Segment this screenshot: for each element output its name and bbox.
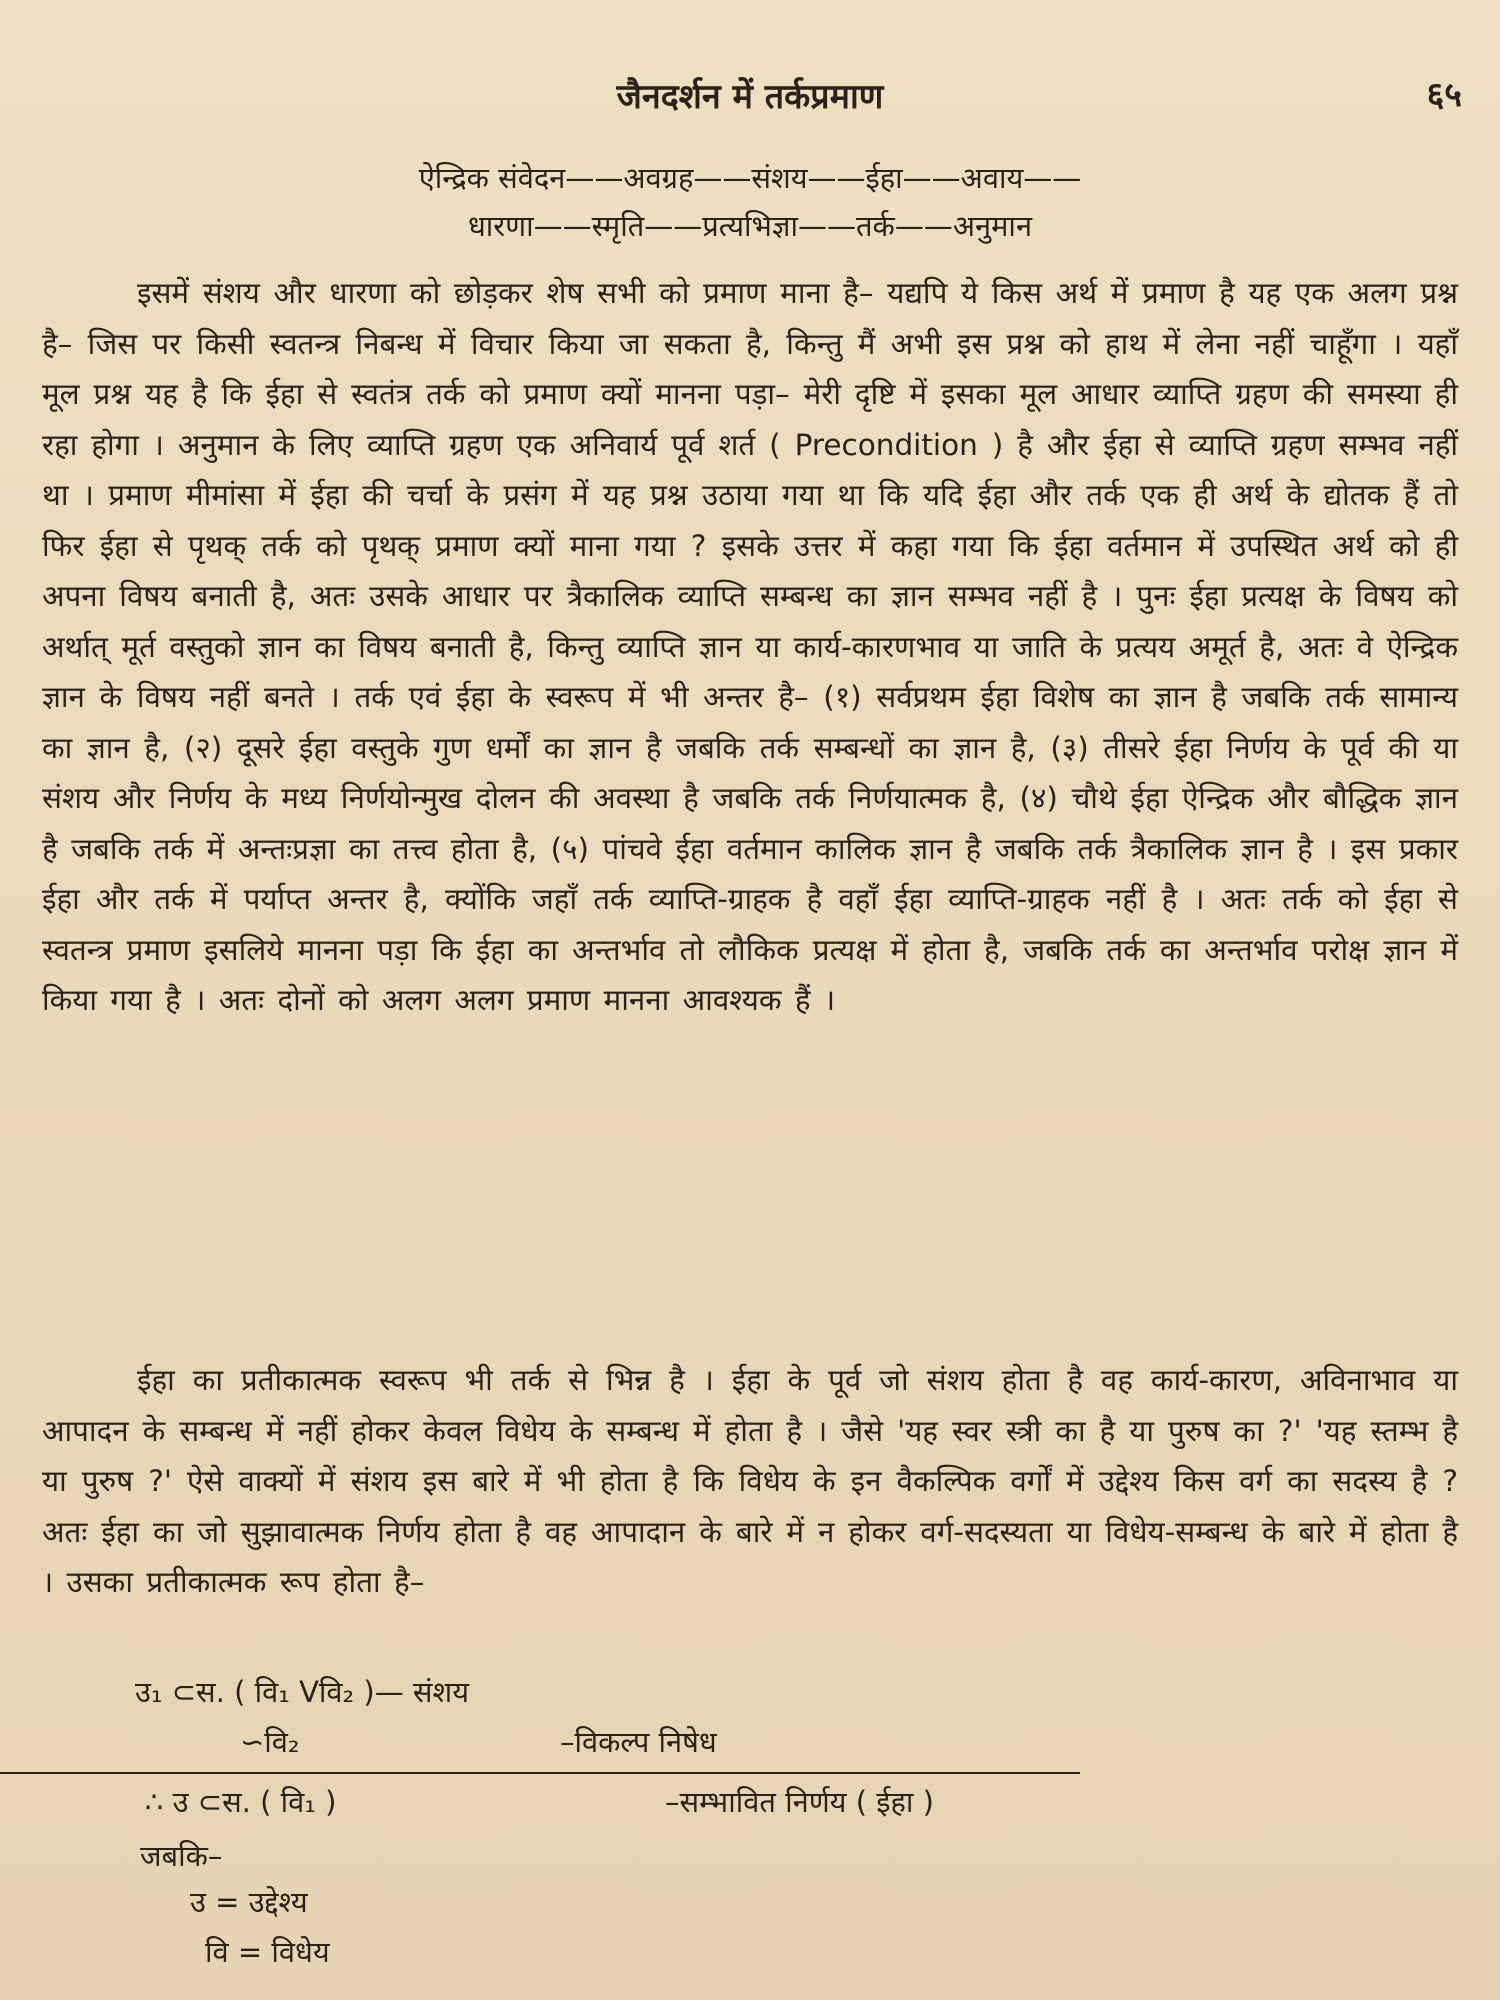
running-head: जैनदर्शन में तर्कप्रमाण [616, 77, 884, 117]
whereas-label: जबकि– [140, 1839, 223, 1873]
formula-doubt-line: उ₁ ⊂स. ( वि₁ Vवि₂ )— संशय [135, 1675, 470, 1709]
definition-subject: उ = उद्देश्य [190, 1885, 308, 1919]
formula-conclusion-note: –सम्भावित निर्णय ( ईहा ) [665, 1785, 934, 1819]
formula-negation-note: –विकल्प निषेध [560, 1725, 717, 1759]
formula-negation: ∽वि₂ [240, 1725, 300, 1759]
cognition-chain-line-1: ऐन्द्रिक संवेदन——अवग्रह——संशय——ईहा——अवाय—— [418, 161, 1082, 195]
page-number: ६५ [1426, 75, 1462, 115]
paragraph-1: इसमें संशय और धारणा को छोड़कर शेष सभी को प्रमाण माना है– यद्यपि ये किस अर्थ में प्रमाण है यह एक अलग प्रश्न है– जिस पर किसी स्वतन्त्र निबन्ध में विचार किया जा सकता है, किन्तु मैं अभी इस प्रश्न को हाथ में लेना नहीं चाहूँगा । यहाँ मूल प्रश्न यह है कि ईहा से स्वतंत्र तर्क को प्रमाण क्यों मानना पड़ा– मेरी दृष्टि में इसका मूल आधार व्याप्ति ग्रहण की समस्या ही रहा होगा । अनुमान के लिए व्याप्ति ग्रहण एक अनिवार्य पूर्व शर्त ( Precondition ) है और ईहा से व्याप्ति ग्रहण सम्भव नहीं था । प्रमाण मीमांसा में ईहा की चर्चा के प्रसंग में यह प्रश्न उठाया गया था कि यदि ईहा और तर्क एक ही अर्थ के द्योतक हैं तो फिर ईहा से पृथक् तर्क को पृथक् प्रमाण क्यों माना गया ? इसके उत्तर में कहा गया कि ईहा वर्तमान में उपस्थित अर्थ को ही अपना विषय बनाती है, अतः उसके आधार पर त्रैकालिक व्याप्ति सम्बन्ध का ज्ञान सम्भव नहीं है । पुनः ईहा प्रत्यक्ष के विषय को अर्थात् मूर्त वस्तुको ज्ञान का विषय बनाती है, किन्तु व्याप्ति ज्ञान या कार्य-कारणभाव या जाति के प्रत्यय अमूर्त है, अतः वे ऐन्द्रिक ज्ञान के विषय नहीं बनते । तर्क एवं ईहा के स्वरूप में भी अन्तर है– (१) सर्वप्रथम ईहा विशेष का ज्ञान है जबकि तर्क सामान्य का ज्ञान है, (२) दूसरे ईहा वस्तुके गुण धर्मों का ज्ञान है जबकि तर्क सम्बन्धों का ज्ञान है, (३) तीसरे ईहा निर्णय के पूर्व की या संशय और निर्णय के मध्य निर्णयोन्मुख दोलन की अवस्था है जबकि तर्क निर्णयात्मक है, (४) चौथे ईहा ऐन्द्रिक और बौद्धिक ज्ञान है जबकि तर्क में अन्तःप्रज्ञा का तत्त्व होता है, (५) पांचवे ईहा वर्तमान कालिक ज्ञान है जबकि तर्क त्रैकालिक ज्ञान है । इस प्रकार ईहा और तर्क में पर्याप्त अन्तर है, क्योंकि जहाँ तर्क व्याप्ति-ग्राहक है वहाँ ईहा व्याप्ति-ग्राहक नहीं है । अतः तर्क को ईहा से स्वतन्त्र प्रमाण इसलिये मानना पड़ा कि ईहा का अन्तर्भाव तो लौकिक प्रत्यक्ष में होता है, जबकि तर्क का अन्तर्भाव परोक्ष ज्ञान में किया गया है । अतः दोनों को अलग अलग प्रमाण मानना आवश्यक हैं । [42, 276, 1458, 1017]
formula-divider-line [0, 1772, 1080, 1774]
cognition-chain-line-2: धारणा——स्मृति——प्रत्यभिज्ञा——तर्क——अनुमान [467, 209, 1033, 243]
paragraph-2: ईहा का प्रतीकात्मक स्वरूप भी तर्क से भिन्न है । ईहा के पूर्व जो संशय होता है वह कार्य-कारण, अविनाभाव या आपादन के सम्बन्ध में नहीं होकर केवल विधेय के सम्बन्ध में होता है । जैसे 'यह स्वर स्त्री का है या पुरुष का ?' 'यह स्तम्भ है या पुरुष ?' ऐसे वाक्यों में संशय इस बारे में भी होता है कि विधेय के इन वैकल्पिक वर्गों में उद्देश्य किस वर्ग का सदस्य है ? अतः ईहा का जो सुझावात्मक निर्णय होता है वह आपादान के बारे में न होकर वर्ग-सदस्यता या विधेय-सम्बन्ध के बारे में होता है । उसका प्रतीकात्मक रूप होता है– [42, 1363, 1458, 1599]
formula-conclusion: ∴ उ ⊂स. ( वि₁ ) [145, 1785, 337, 1819]
definition-predicate: वि = विधेय [205, 1935, 330, 1969]
